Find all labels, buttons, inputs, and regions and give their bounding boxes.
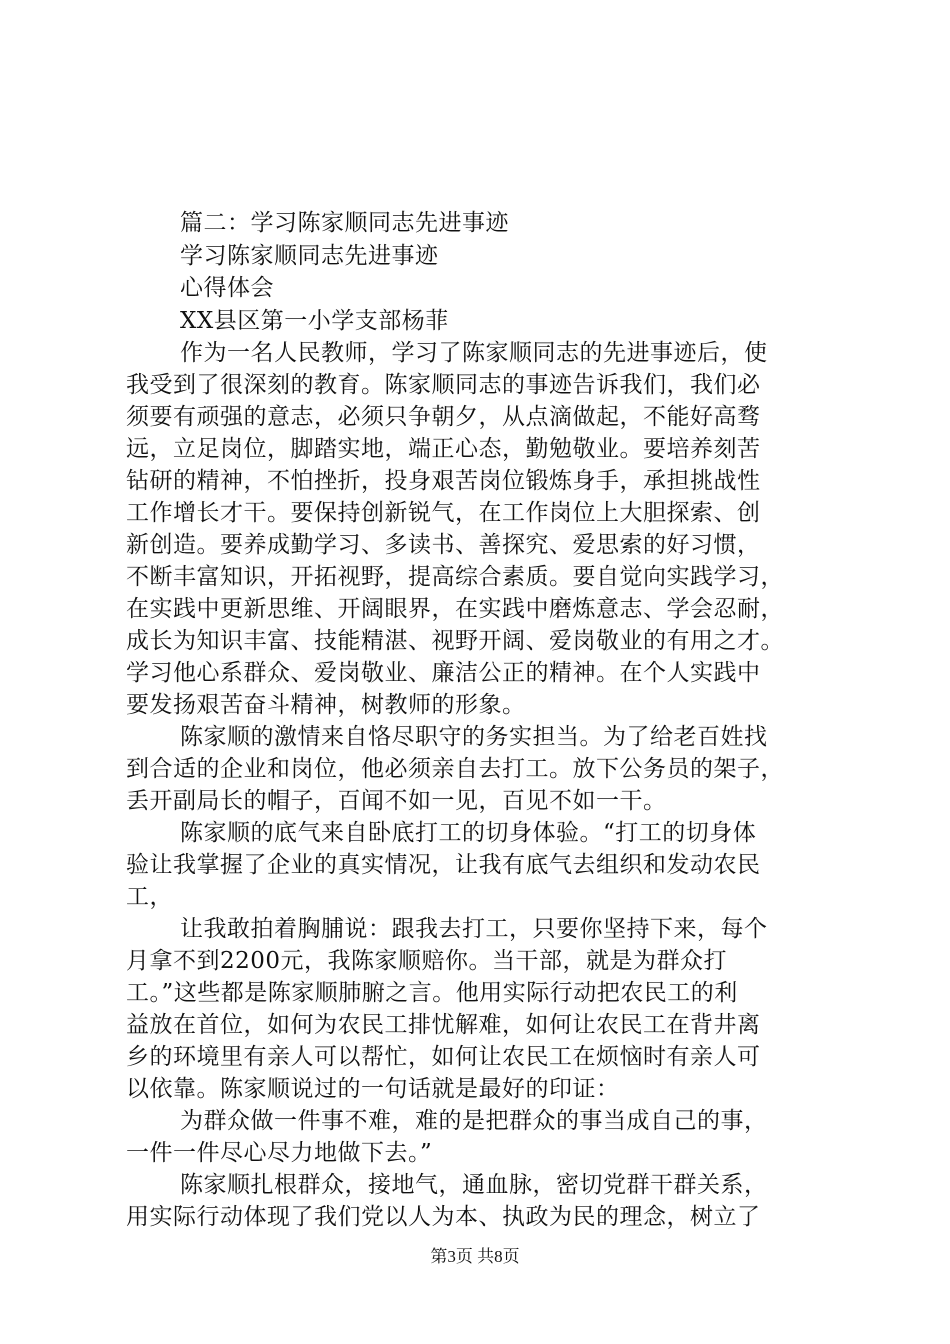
section-heading: 篇二：学习陈家顺同志先进事迹 [180,210,509,236]
body-line: 丢开副局长的帽子，百闻不如一见，百见不如一干。 [126,788,667,814]
body-line: 在实践中更新思维、开阔眼界，在实践中磨炼意志、学会忍耐， [126,596,784,622]
body-line: 陈家顺的激情来自恪尽职守的务实担当。为了给老百姓找 [180,724,768,750]
page-footer: 第3页 共8页 [430,1247,520,1266]
body-line: 让我敢拍着胸脯说：跟我去打工，只要你坚持下来，每个 [180,916,768,942]
body-line: 工作增长才干。要保持创新锐气，在工作岗位上大胆探索、创 [126,500,761,526]
body-line: 工， [126,884,173,910]
body-line: 月拿不到2200元，我陈家顺赔你。当干部，就是为群众打 [126,948,728,974]
quote-line: 为群众做一件事不难，难的是把群众的事当成自己的事， [180,1108,768,1134]
author-line: XX县区第一小学支部杨菲 [180,308,449,334]
body-line: 陈家顺扎根群众，接地气，通血脉，密切党群干群关系， [180,1172,768,1198]
body-line: 工。”这些都是陈家顺肺腑之言。他用实际行动把农民工的利 [126,980,738,1006]
body-line: 成长为知识丰富、技能精湛、视野开阔、爱岗敬业的有用之才。 [126,628,784,654]
article-title: 学习陈家顺同志先进事迹 [180,243,439,269]
body-line: 学习他心系群众、爱岗敬业、廉洁公正的精神。在个人实践中 [126,660,761,686]
body-line: 新创造。要养成勤学习、多读书、善探究、爱思索的好习惯， [126,532,761,558]
body-line: 钻研的精神，不怕挫折，投身艰苦岗位锻炼身手，承担挑战性 [126,468,761,494]
body-line: 陈家顺的底气来自卧底打工的切身体验。“打工的切身体 [180,820,757,846]
body-line: 不断丰富知识，开拓视野，提高综合素质。要自觉向实践学习， [126,564,784,590]
body-line: 作为一名人民教师，学习了陈家顺同志的先进事迹后，使 [180,340,768,366]
body-line: 乡的环境里有亲人可以帮忙，如何让农民工在烦恼时有亲人可 [126,1044,761,1070]
body-line: 到合适的企业和岗位，他必须亲自去打工。放下公务员的架子， [126,756,784,782]
body-line: 以依靠。陈家顺说过的一句话就是最好的印证： [126,1076,620,1102]
body-line: 验让我掌握了企业的真实情况，让我有底气去组织和发动农民 [126,852,761,878]
body-line: 要发扬艰苦奋斗精神，树教师的形象。 [126,692,526,718]
body-line: 须要有顽强的意志，必须只争朝夕，从点滴做起，不能好高骛 [126,404,761,430]
body-line: 远，立足岗位，脚踏实地，端正心态，勤勉敬业。要培养刻苦 [126,436,761,462]
body-line: 我受到了很深刻的教育。陈家顺同志的事迹告诉我们，我们必 [126,372,761,398]
body-line: 益放在首位，如何为农民工排忧解难，如何让农民工在背井离 [126,1012,761,1038]
quote-line: 一件一件尽心尽力地做下去。” [126,1140,433,1166]
article-subtitle: 心得体会 [180,275,274,301]
body-line: 用实际行动体现了我们党以人为本、执政为民的理念，树立了 [126,1204,761,1230]
